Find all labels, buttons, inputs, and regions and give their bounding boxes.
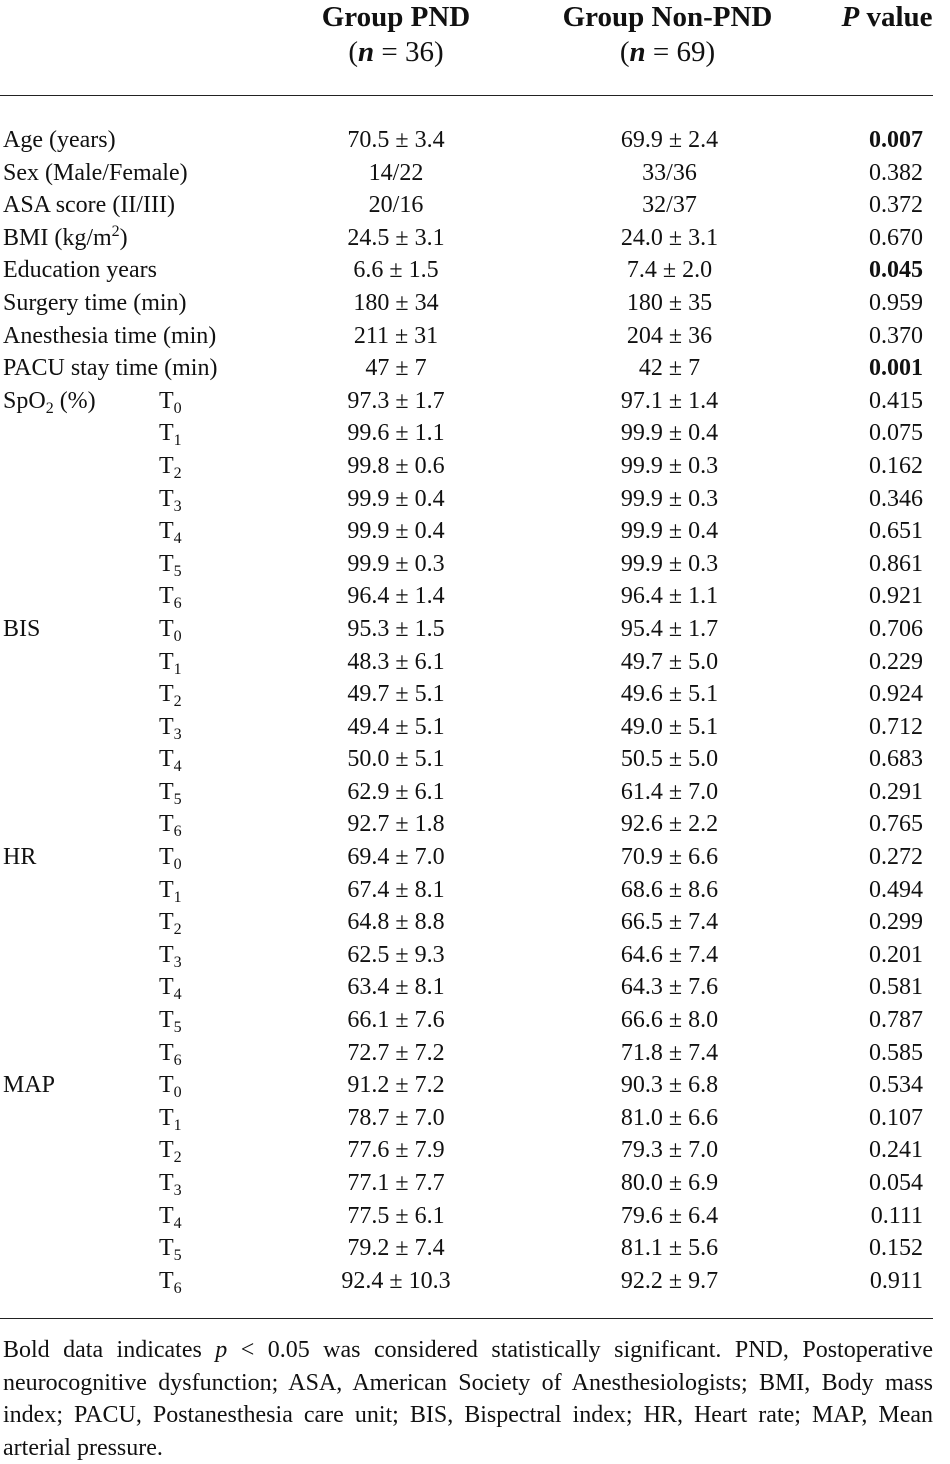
column-header-non-n: (n = 69) — [619, 36, 716, 68]
cell-p-value: 0.765 — [869, 811, 923, 838]
cell-p-value: 0.201 — [869, 941, 923, 968]
table-row — [0, 1134, 950, 1167]
column-header-pnd-title: Group PND — [321, 1, 471, 33]
table-row — [0, 1069, 950, 1102]
table-row — [0, 613, 950, 646]
cell-group-non-pnd: 204 ± 36 — [626, 322, 713, 349]
row-timepoint: $T_3$ — [159, 485, 182, 515]
table-row — [0, 776, 950, 809]
cell-group-non-pnd: 81.0 ± 6.6 — [620, 1104, 719, 1131]
cell-group-non-pnd: 49.6 ± 5.1 — [620, 681, 719, 708]
cell-p-value: 0.370 — [869, 322, 923, 349]
row-label: Education years — [3, 257, 157, 284]
row-timepoint: $T_4$ — [159, 1202, 182, 1232]
cell-group-pnd: 49.4 ± 5.1 — [347, 713, 445, 740]
cell-group-non-pnd: 61.4 ± 7.0 — [620, 778, 719, 805]
table-row — [0, 1037, 950, 1070]
table-row — [0, 808, 950, 841]
table-row — [0, 1102, 950, 1135]
cell-group-pnd: 70.5 ± 3.4 — [347, 127, 445, 153]
table-row — [0, 711, 950, 744]
row-timepoint: $T_0$ — [159, 615, 182, 645]
cell-group-pnd: 14/22 — [368, 159, 424, 186]
cell-p-value: 0.787 — [869, 1007, 923, 1034]
table-row — [0, 906, 950, 939]
cell-group-pnd: 62.5 ± 9.3 — [347, 941, 445, 968]
table-row — [0, 1232, 950, 1265]
cell-p-value: 0.494 — [869, 876, 923, 903]
cell-p-value: 0.651 — [869, 518, 923, 545]
table-row — [0, 678, 950, 711]
row-label: BIS — [3, 615, 41, 642]
row-timepoint: $T_5$ — [159, 550, 182, 580]
cell-p-value: 0.241 — [869, 1137, 923, 1164]
table-row — [0, 1265, 950, 1298]
cell-group-pnd: 50.0 ± 5.1 — [347, 746, 445, 773]
cell-group-pnd: 79.2 ± 7.4 — [347, 1235, 445, 1262]
cell-group-non-pnd: 64.6 ± 7.4 — [620, 941, 719, 968]
table-row — [0, 743, 950, 776]
cell-p-value: 0.670 — [869, 224, 923, 251]
table-row — [0, 189, 950, 222]
cell-p-value: 0.382 — [869, 159, 923, 186]
table-row — [0, 1200, 950, 1233]
cell-group-non-pnd: 96.4 ± 1.1 — [620, 583, 719, 610]
table-top-rule — [0, 95, 933, 96]
cell-p-value: 0.007 — [869, 127, 923, 153]
cell-group-pnd: 69.4 ± 7.0 — [347, 844, 445, 871]
cell-group-pnd: 48.3 ± 6.1 — [347, 648, 445, 675]
row-timepoint: $T_2$ — [159, 452, 182, 482]
row-label: Anesthesia time (min) — [3, 322, 217, 349]
table-row — [0, 1167, 950, 1200]
cell-p-value: 0.581 — [869, 974, 923, 1001]
cell-group-pnd: 62.9 ± 6.1 — [347, 778, 445, 805]
row-timepoint: $T_1$ — [159, 876, 182, 906]
row-label: SpO$_2$ (%) — [3, 387, 96, 417]
column-header-p-value: P value — [841, 1, 933, 33]
table-row — [0, 124, 950, 157]
cell-group-pnd: 72.7 ± 7.2 — [347, 1039, 445, 1066]
cell-group-non-pnd: 95.4 ± 1.7 — [620, 615, 719, 642]
cell-p-value: 0.299 — [869, 909, 923, 936]
cell-group-pnd: 6.6 ± 1.5 — [353, 257, 439, 284]
table-body — [0, 124, 950, 1297]
cell-group-pnd: 99.6 ± 1.1 — [347, 420, 445, 447]
table-row — [0, 417, 950, 450]
cell-p-value: 0.683 — [869, 746, 923, 773]
cell-group-pnd: 77.1 ± 7.7 — [347, 1170, 445, 1196]
cell-p-value: 0.585 — [869, 1039, 923, 1066]
cell-p-value: 0.054 — [869, 1170, 923, 1196]
cell-p-value: 0.075 — [869, 420, 923, 447]
cell-group-pnd: 96.4 ± 1.4 — [347, 583, 445, 610]
cell-p-value: 0.415 — [869, 387, 923, 414]
cell-group-non-pnd: 92.2 ± 9.7 — [620, 1267, 719, 1294]
row-timepoint: $T_0$ — [159, 844, 182, 874]
cell-group-pnd: 99.9 ± 0.4 — [347, 518, 445, 545]
cell-p-value: 0.921 — [869, 583, 923, 610]
cell-group-pnd: 67.4 ± 8.1 — [347, 876, 445, 903]
cell-p-value: 0.706 — [869, 615, 923, 642]
cell-group-non-pnd: 49.7 ± 5.0 — [620, 648, 719, 675]
cell-p-value: 0.861 — [869, 550, 923, 577]
row-timepoint: $T_6$ — [159, 1267, 182, 1297]
cell-p-value: 0.152 — [869, 1235, 923, 1262]
row-label: Age (years) — [3, 127, 116, 153]
cell-group-non-pnd: 32/37 — [642, 192, 697, 219]
cell-group-pnd: 47 ± 7 — [365, 355, 427, 382]
cell-group-pnd: 66.1 ± 7.6 — [347, 1007, 445, 1034]
cell-group-non-pnd: 50.5 ± 5.0 — [620, 746, 719, 773]
cell-group-non-pnd: 99.9 ± 0.4 — [620, 420, 719, 447]
row-label: PACU stay time (min) — [3, 355, 218, 382]
cell-p-value: 0.372 — [869, 192, 923, 219]
row-timepoint: $T_6$ — [159, 1039, 182, 1069]
cell-group-non-pnd: 70.9 ± 6.6 — [620, 844, 719, 871]
row-label: Sex (Male/Female) — [3, 159, 188, 186]
row-timepoint: $T_1$ — [159, 1104, 182, 1134]
cell-group-pnd: 92.4 ± 10.3 — [341, 1267, 451, 1294]
table-row — [0, 646, 950, 679]
cell-p-value: 0.111 — [870, 1202, 923, 1229]
row-timepoint: $T_0$ — [159, 387, 182, 417]
column-header-group-non-pnd — [530, 0, 805, 70]
table-row — [0, 841, 950, 874]
table-row — [0, 1004, 950, 1037]
table-row — [0, 287, 950, 320]
cell-group-pnd: 99.9 ± 0.4 — [347, 485, 445, 512]
cell-p-value: 0.712 — [869, 713, 923, 740]
cell-group-pnd: 99.8 ± 0.6 — [347, 452, 445, 479]
cell-p-value: 0.272 — [869, 844, 923, 871]
row-timepoint: $T_1$ — [159, 420, 182, 450]
row-timepoint: $T_4$ — [159, 974, 182, 1004]
row-timepoint: $T_3$ — [159, 713, 182, 743]
table-row — [0, 874, 950, 907]
row-timepoint: $T_2$ — [159, 681, 182, 711]
cell-group-non-pnd: 99.9 ± 0.3 — [620, 485, 719, 512]
row-timepoint: $T_4$ — [159, 746, 182, 776]
cell-group-non-pnd: 71.8 ± 7.4 — [620, 1039, 719, 1066]
table-row — [0, 450, 950, 483]
cell-group-non-pnd: 99.9 ± 0.3 — [620, 452, 719, 479]
column-header-non-title: Group Non-PND — [562, 1, 773, 33]
cell-group-pnd: 20/16 — [368, 192, 424, 219]
row-label: MAP — [3, 1072, 56, 1099]
cell-p-value: 0.924 — [869, 681, 923, 708]
cell-p-value: 0.346 — [869, 485, 923, 512]
table-row — [0, 971, 950, 1004]
table-row — [0, 939, 950, 972]
cell-p-value: 0.045 — [869, 257, 923, 284]
row-timepoint: $T_6$ — [159, 583, 182, 613]
table-row — [0, 157, 950, 190]
cell-group-non-pnd: 180 ± 35 — [626, 289, 713, 316]
cell-group-pnd: 77.5 ± 6.1 — [347, 1202, 445, 1229]
table-bottom-rule — [0, 1318, 933, 1319]
table-row — [0, 515, 950, 548]
cell-group-pnd: 49.7 ± 5.1 — [347, 681, 445, 708]
cell-group-non-pnd: 97.1 ± 1.4 — [620, 387, 719, 414]
row-timepoint: $T_3$ — [159, 941, 182, 971]
cell-group-non-pnd: 66.6 ± 8.0 — [620, 1007, 719, 1034]
cell-group-non-pnd: 81.1 ± 5.6 — [620, 1235, 719, 1262]
row-timepoint: $T_5$ — [159, 1235, 182, 1265]
cell-group-non-pnd: 42 ± 7 — [638, 355, 701, 382]
row-timepoint: $T_1$ — [159, 648, 182, 678]
row-timepoint: $T_5$ — [159, 1007, 182, 1037]
cell-group-pnd: 64.8 ± 8.8 — [347, 909, 445, 936]
cell-group-pnd: 63.4 ± 8.1 — [347, 974, 445, 1001]
cell-group-non-pnd: 68.6 ± 8.6 — [620, 876, 719, 903]
cell-p-value: 0.911 — [869, 1267, 923, 1294]
row-timepoint: $T_2$ — [159, 909, 182, 939]
row-label: ASA score (II/III) — [3, 192, 175, 219]
cell-group-non-pnd: 79.3 ± 7.0 — [620, 1137, 719, 1164]
row-timepoint: $T_6$ — [159, 811, 182, 841]
column-header-pnd-n: (n = 36) — [348, 36, 444, 68]
cell-group-pnd: 78.7 ± 7.0 — [347, 1104, 445, 1131]
cell-group-pnd: 99.9 ± 0.3 — [347, 550, 445, 577]
row-label: BMI $(kg/m^2)$ — [3, 222, 128, 251]
cell-p-value: 0.107 — [869, 1104, 923, 1131]
row-timepoint: $T_4$ — [159, 518, 182, 548]
cell-p-value: 0.229 — [869, 648, 923, 675]
table-row — [0, 222, 950, 255]
table-row — [0, 352, 950, 385]
cell-group-non-pnd: 99.9 ± 0.4 — [620, 518, 719, 545]
cell-group-pnd: 91.2 ± 7.2 — [347, 1072, 445, 1099]
row-timepoint: $T_5$ — [159, 778, 182, 808]
cell-group-non-pnd: 66.5 ± 7.4 — [620, 909, 719, 936]
table-row — [0, 483, 950, 516]
cell-group-pnd: 97.3 ± 1.7 — [347, 387, 445, 414]
table-row — [0, 580, 950, 613]
table-row — [0, 320, 950, 353]
row-timepoint: $T_0$ — [159, 1072, 182, 1102]
cell-group-non-pnd: 90.3 ± 6.8 — [620, 1072, 719, 1099]
cell-group-pnd: 24.5 ± 3.1 — [347, 224, 445, 251]
cell-group-non-pnd: 33/36 — [642, 159, 697, 186]
cell-p-value: 0.959 — [869, 289, 923, 316]
cell-p-value: 0.534 — [869, 1072, 923, 1099]
row-label: HR — [3, 844, 37, 871]
cell-p-value: 0.162 — [869, 452, 923, 479]
cell-group-non-pnd: 92.6 ± 2.2 — [620, 811, 719, 838]
cell-group-pnd: 92.7 ± 1.8 — [347, 811, 445, 838]
column-header-group-pnd — [296, 0, 496, 70]
cell-group-pnd: 95.3 ± 1.5 — [347, 615, 445, 642]
cell-group-non-pnd: 99.9 ± 0.3 — [620, 550, 719, 577]
table-footnote: Bold data indicates p < 0.05 was considered statistically significant. PND, Postoperative neurocognitive dysfunction; ASA, American Society of Anesthesiologists; BMI, Body mass index; PACU, Postanesthesia care unit; BIS, Bispectral index; HR, Heart rate; MAP, Mean arterial pressure. — [3, 1337, 933, 1461]
cell-group-non-pnd: 79.6 ± 6.4 — [620, 1202, 719, 1229]
cell-group-pnd: 211 ± 31 — [353, 322, 439, 349]
cell-group-pnd: 180 ± 34 — [353, 289, 439, 316]
table-row — [0, 548, 950, 581]
cell-group-pnd: 77.6 ± 7.9 — [347, 1137, 445, 1164]
cell-group-non-pnd: 64.3 ± 7.6 — [620, 974, 719, 1001]
table-row — [0, 254, 950, 287]
row-timepoint: $T_3$ — [159, 1170, 182, 1199]
cell-p-value: 0.001 — [869, 355, 923, 382]
table-row — [0, 385, 950, 418]
row-label: Surgery time (min) — [3, 289, 187, 316]
cell-group-non-pnd: 80.0 ± 6.9 — [620, 1170, 719, 1196]
cell-group-non-pnd: 69.9 ± 2.4 — [620, 127, 719, 153]
cell-group-non-pnd: 7.4 ± 2.0 — [626, 257, 713, 284]
cell-group-non-pnd: 24.0 ± 3.1 — [620, 224, 719, 251]
row-timepoint: $T_2$ — [159, 1137, 182, 1167]
cell-p-value: 0.291 — [869, 778, 923, 805]
cell-group-non-pnd: 49.0 ± 5.1 — [620, 713, 719, 740]
